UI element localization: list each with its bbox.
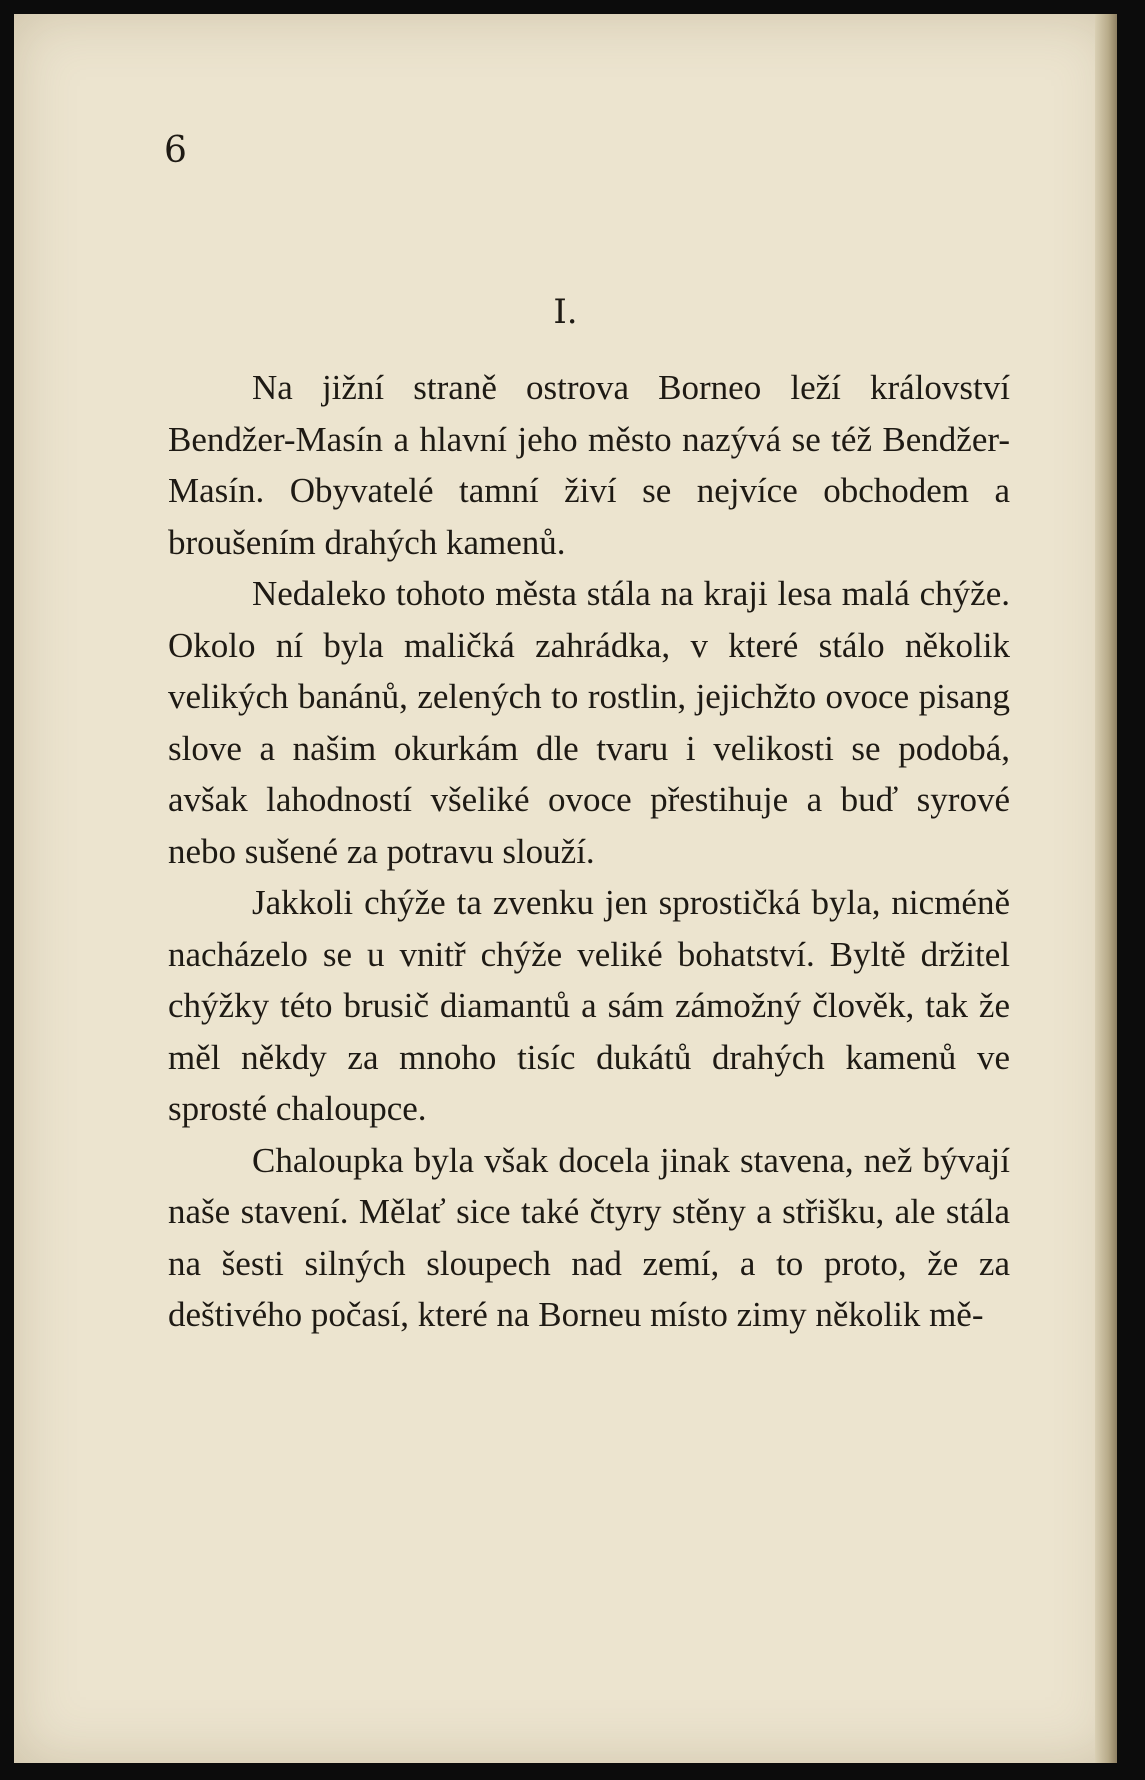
book-page [14,14,1117,1763]
page-number: 6 [164,130,187,171]
chapter-heading: I. [553,292,578,332]
paragraph-1: Na jižní straně ostrova Borneo leží království Bendžer-Masín a hlavní jeho město nazývá se též Bendžer-Masín. Obyvatelé tamní živí se nejvíce obchodem a broušením drahých kamenů. [168,368,1010,562]
paragraph-4: Chaloupka byla však docela jinak stavena, než bývají naše stavení. Mělať sice také čtyry stěny a střišku, ale stála na šesti silných sloupech nad zemí, a to proto, že za deštivého počasí, které na Borneu místo zimy několik mě- [168,1140,1010,1334]
page-spine-edge [1095,14,1117,1763]
paragraph-3: Jakkoli chýže ta zvenku jen sprostičká byla, nicméně nacházelo se u vnitř chýže veliké bohatství. Byltě držitel chýžky této brusič diamantů a sám zámožný člověk, tak že měl někdy za mnoho tisíc dukátů drahých kamenů ve sprosté chaloupce. [168,883,1010,1128]
body-text [168,362,1010,1341]
paragraph-2: Nedaleko tohoto města stála na kraji lesa malá chýže. Okolo ní byla maličká zahrádka, v které stálo několik velikých banánů, zelených to rostlin, jejichžto ovoce pisang slove a našim okurkám dle tvaru i velikosti se podobá, avšak lahodností všeliké ovoce přestihuje a buď syrové nebo sušené za potravu slouží. [168,574,1010,871]
